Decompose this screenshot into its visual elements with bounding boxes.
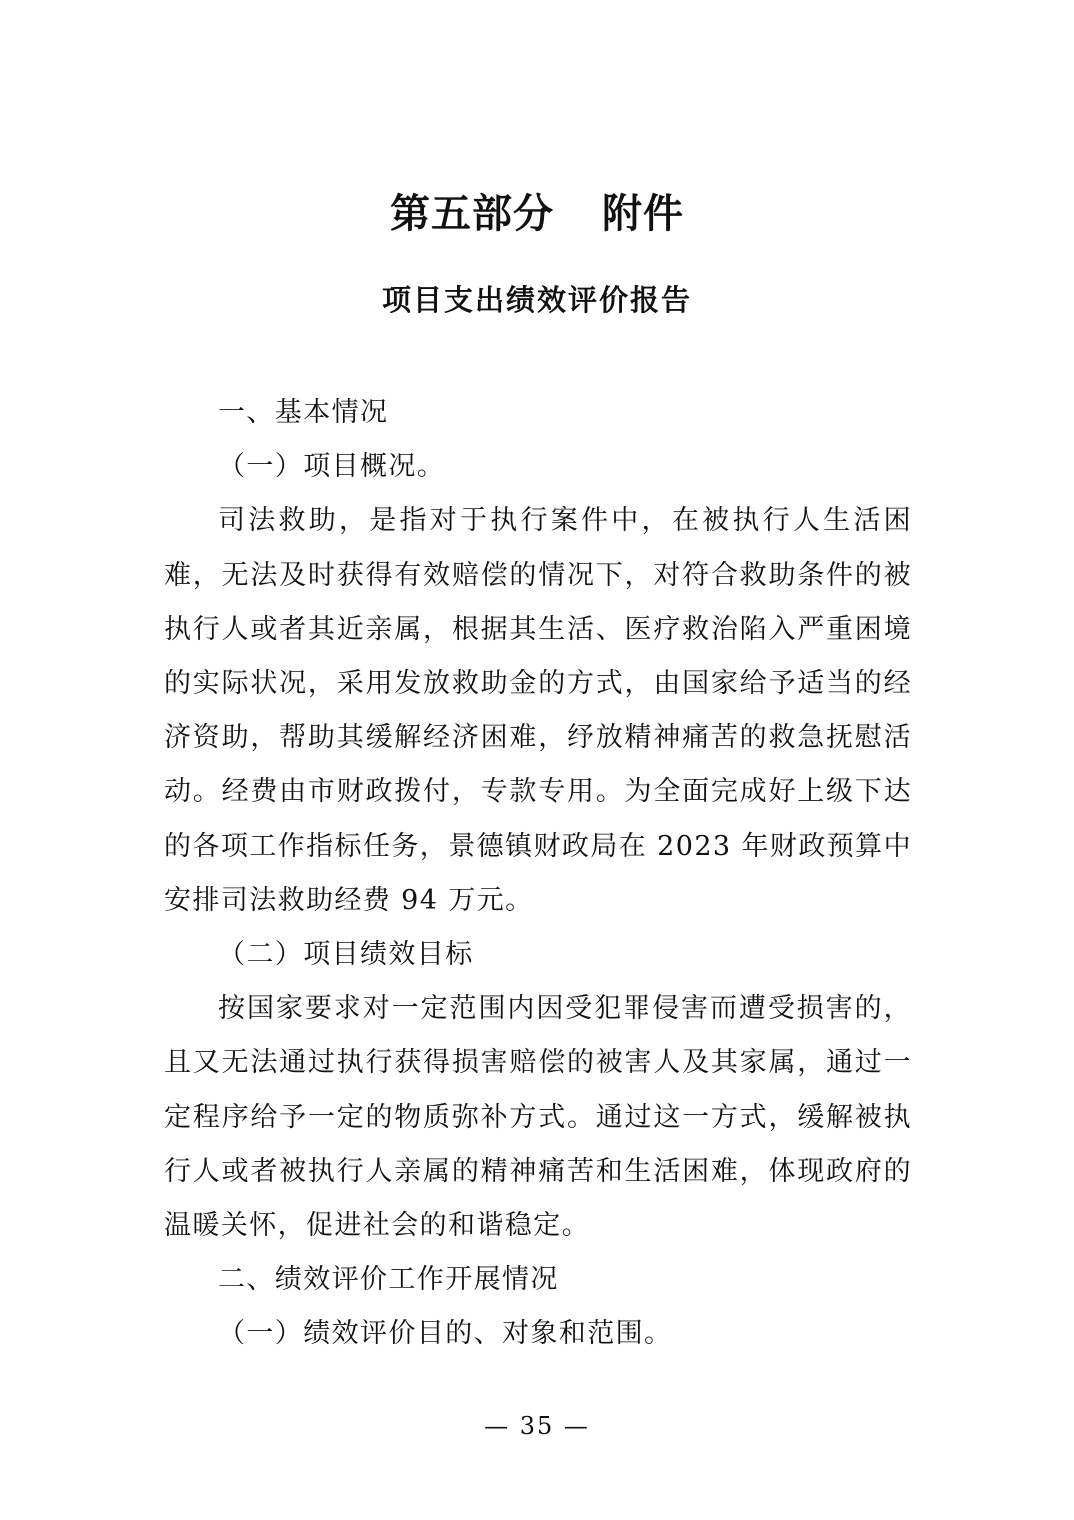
part-title (0, 186, 1074, 242)
subsection-heading-project-overview: （一）项目概况。 (218, 451, 446, 483)
report-title: 项目支出绩效评价报告 (381, 283, 692, 317)
paragraph-performance-goals: 按国家要求对一定范围内因受犯罪侵害而遭受损害的，且又无法通过执行获得损害赔偿的被害人及其家属，通过一定程序给予一定的物质弥补方式。通过这一方式，缓解被执行人或者被执行人亲属的精神痛苦和生活困难，体现政府的温暖关怀，促进社会的和谐稳定。 (164, 993, 912, 1242)
section-heading-evaluation-work: 二、绩效评价工作开展情况 (218, 1264, 559, 1296)
subsection-heading-performance-goals: （二）项目绩效目标 (218, 939, 474, 971)
paragraph-project-overview: 司法救助，是指对于执行案件中，在被执行人生活困难，无法及时获得有效赔偿的情况下，对符合救助条件的被执行人或者其近亲属，根据其生活、医疗救治陷入严重困境的实际状况，采用发放救助金的方式，由国家给予适当的经济资助，帮助其缓解经济困难，纾放精神痛苦的救急抚慰活动。经费由市财政拨付，专款专用。为全面完成好上级下达的各项工作指标任务，景德镇财政局在 2023 年财政预算中安排司法救助经费 94 万元。 (164, 505, 912, 916)
part-title-right: 附件 (602, 191, 684, 237)
part-title-left: 第五部分 (390, 191, 554, 237)
section-heading-basic-info: 一、基本情况 (218, 397, 389, 428)
subsection-heading-evaluation-scope: （一）绩效评价目的、对象和范围。 (218, 1318, 673, 1350)
page-number: — 35 — (484, 1412, 590, 1440)
body-text (164, 386, 912, 1362)
